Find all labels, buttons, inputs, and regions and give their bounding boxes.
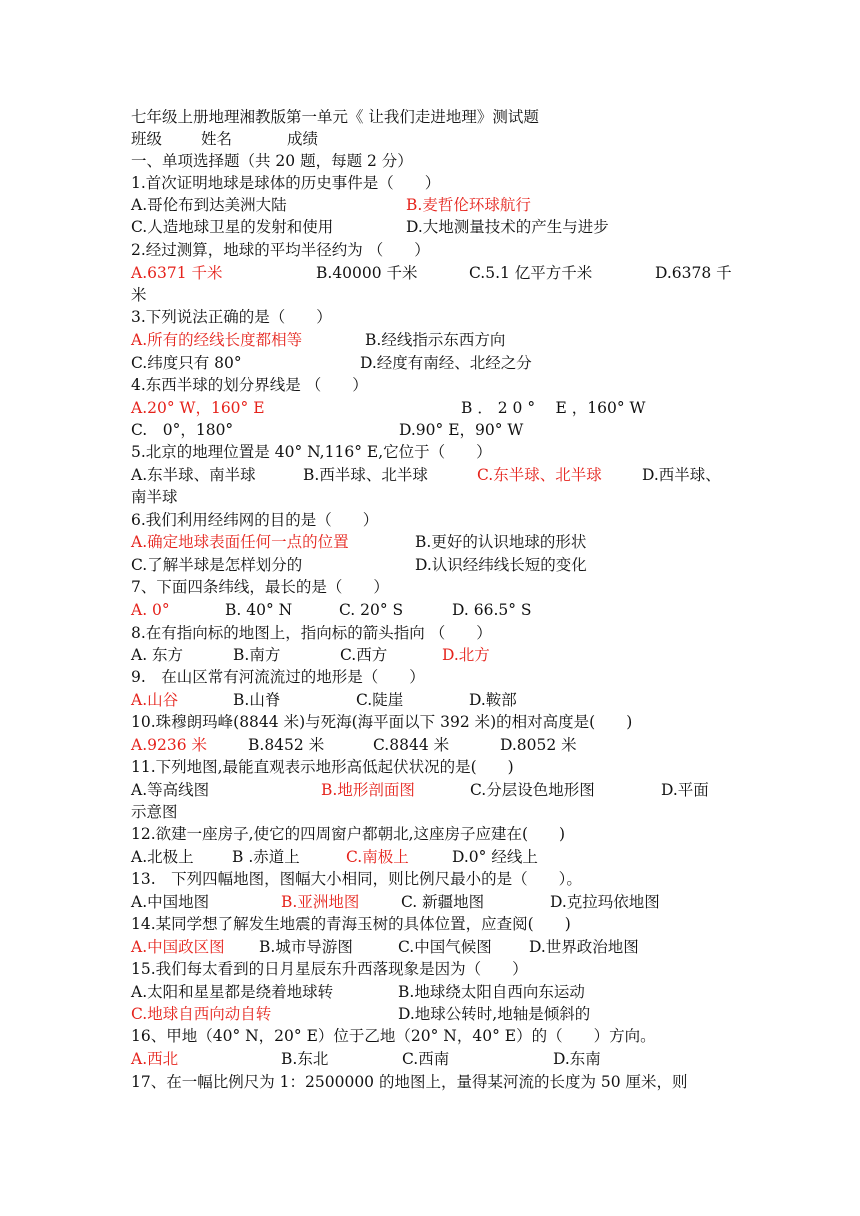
question-stem: 15.我们每太看到的日月星辰东升西落现象是因为（ ）	[131, 960, 528, 978]
option-a: A.等高线图	[131, 781, 210, 799]
option-row	[131, 644, 490, 666]
section-heading: 一、单项选择题（共 20 题，每题 2 分）	[131, 152, 413, 170]
option-a-answer: A.9236 米	[131, 736, 207, 754]
option-d: D.东南	[553, 1050, 601, 1068]
option-row	[131, 936, 639, 958]
question-stem: 10.珠穆朗玛峰(8844 米)与死海(海平面以下 392 米)的相对高度是( )	[131, 713, 633, 731]
option-b: B. 40° N	[225, 601, 293, 619]
option-d: D. 66.5° S	[452, 601, 532, 619]
option-row	[131, 779, 709, 801]
option-c: C.西南	[402, 1050, 450, 1068]
option-c-answer: C.东半球、北半球	[477, 466, 602, 484]
question-stem: 3.下列说法正确的是（ ）	[131, 308, 332, 326]
option-b-answer: B.麦哲伦环球航行	[406, 196, 531, 214]
option-row	[131, 599, 532, 621]
question-stem: 12.欲建一座房子,使它的四周窗户都朝北,这座房子应建在( )	[131, 825, 566, 843]
option-d: D.大地测量技术的产生与进步	[406, 218, 609, 236]
option-row	[131, 194, 531, 216]
option-row	[131, 419, 524, 441]
option-row	[131, 554, 587, 576]
option-a-answer: A.西北	[131, 1050, 179, 1068]
option-c-answer: C.南极上	[346, 848, 409, 866]
question-stem: 4.东西半球的划分界线是 （ ）	[131, 376, 368, 394]
option-b: B.8452 米	[248, 736, 325, 754]
option-d: D.经度有南经、北经之分	[360, 354, 532, 372]
question-stem: 13. 下列四幅地图，图幅大小相同，则比例尺最小的是（ ）。	[131, 870, 582, 888]
option-row	[131, 1048, 601, 1070]
option-c: C. 0°，180°	[131, 421, 234, 439]
option-b: B.山脊	[233, 691, 281, 709]
option-c: C.8844 米	[373, 736, 450, 754]
option-a: A.哥伦布到达美洲大陆	[131, 196, 287, 214]
option-row	[131, 689, 517, 711]
option-c: C.中国气候图	[398, 938, 492, 956]
name-label: 姓名	[201, 130, 233, 148]
question-stem: 17、在一幅比例尺为 1：2500000 的地图上，量得某河流的长度为 50 厘米，则	[131, 1073, 688, 1091]
option-b: B.更好的认识地球的形状	[415, 533, 587, 551]
option-b: B.西半球、北半球	[303, 466, 428, 484]
option-d: D.克拉玛依地图	[550, 893, 660, 911]
option-b: B ． 2 0 ° E ，160° W	[461, 399, 646, 417]
option-b: B.地球绕太阳自西向东运动	[398, 983, 585, 1001]
option-a-answer: A.确定地球表面任何一点的位置	[131, 533, 349, 551]
option-row	[131, 734, 577, 756]
question-stem: 5.北京的地理位置是 40° N,116° E,它位于（ ）	[131, 443, 492, 461]
option-d-answer: D.北方	[442, 646, 490, 664]
exam-title: 七年级上册地理湘教版第一单元《 让我们走进地理》测试题	[131, 108, 539, 126]
option-d: D.地球公转时,地轴是倾斜的	[398, 1005, 591, 1023]
question-stem: 16、甲地（40° N，20° E）位于乙地（20° N，40° E）的（ ）方向。	[131, 1027, 656, 1045]
option-d: D.认识经纬线长短的变化	[415, 556, 587, 574]
option-d: D.6378 千	[655, 264, 732, 282]
option-c: C.纬度只有 80°	[131, 354, 242, 372]
option-row	[131, 891, 660, 913]
option-c: C.5.1 亿平方千米	[469, 264, 593, 282]
option-row	[131, 216, 609, 238]
option-d: D.世界政治地图	[529, 938, 639, 956]
option-a: A.北极上	[131, 848, 194, 866]
option-row	[131, 329, 506, 351]
option-d: D.平面	[661, 781, 709, 799]
option-b: B.东北	[281, 1050, 329, 1068]
option-c: C.了解半球是怎样划分的	[131, 556, 303, 574]
option-a: A.中国地图	[131, 893, 210, 911]
option-d: D.90° E，90° W	[399, 421, 524, 439]
option-c: C.西方	[340, 646, 388, 664]
option-b-answer: B.亚洲地图	[281, 893, 360, 911]
option-a: A.东半球、南半球	[131, 466, 256, 484]
question-stem: 7、下面四条纬线，最长的是（ ）	[131, 578, 389, 596]
option-c: C.陡崖	[356, 691, 404, 709]
option-b: B.南方	[233, 646, 281, 664]
option-a-answer: A.中国政区图	[131, 938, 225, 956]
option-row-continued: 米	[131, 286, 147, 304]
option-a: A.太阳和星星都是绕着地球转	[131, 983, 334, 1001]
option-row-continued: 南半球	[131, 488, 178, 506]
option-d: D.0° 经线上	[452, 848, 538, 866]
question-stem: 6.我们利用经纬网的目的是（ ）	[131, 511, 379, 529]
option-b: B.40000 千米	[316, 264, 418, 282]
option-row	[131, 397, 646, 419]
option-c: C. 20° S	[339, 601, 404, 619]
option-b: B.城市导游图	[259, 938, 353, 956]
score-label: 成绩	[287, 130, 319, 148]
option-row	[131, 1003, 591, 1025]
question-stem: 11.下列地图,最能直观表示地形高低起伏状况的是( )	[131, 758, 514, 776]
question-stem: 1.首次证明地球是球体的历史事件是（ ）	[131, 174, 441, 192]
option-c-answer: C.地球自西向动自转	[131, 1005, 272, 1023]
option-row	[131, 352, 532, 374]
class-label: 班级	[131, 130, 163, 148]
option-d: D.8052 米	[500, 736, 577, 754]
option-c: C.人造地球卫星的发射和使用	[131, 218, 334, 236]
option-a-answer: A.山谷	[131, 691, 179, 709]
option-row	[131, 464, 721, 486]
option-b: B.经线指示东西方向	[365, 331, 506, 349]
option-a-answer: A.20° W，160° E	[131, 399, 265, 417]
option-b: B .赤道上	[232, 848, 300, 866]
option-a-answer: A.所有的经线长度都相等	[131, 331, 303, 349]
option-row	[131, 262, 732, 284]
question-stem: 9. 在山区常有河流流过的地形是（ ）	[131, 668, 425, 686]
option-c: C.分层设色地形图	[470, 781, 595, 799]
option-row	[131, 981, 585, 1003]
option-d: D.西半球、	[642, 466, 721, 484]
option-row-continued: 示意图	[131, 803, 178, 821]
question-stem: 14.某同学想了解发生地震的青海玉树的具体位置，应查阅( )	[131, 915, 571, 933]
option-a: A. 东方	[131, 646, 184, 664]
question-stem: 8.在有指向标的地图上，指向标的箭头指向 （ ）	[131, 624, 492, 642]
option-c: C. 新疆地图	[401, 893, 485, 911]
option-d: D.鞍部	[469, 691, 517, 709]
student-info-row	[131, 128, 319, 150]
option-row	[131, 531, 587, 553]
option-a-answer: A. 0°	[131, 601, 170, 619]
option-b-answer: B.地形剖面图	[321, 781, 415, 799]
option-row	[131, 846, 538, 868]
option-a-answer: A.6371 千米	[131, 264, 223, 282]
question-stem: 2.经过测算，地球的平均半径约为 （ ）	[131, 241, 430, 259]
